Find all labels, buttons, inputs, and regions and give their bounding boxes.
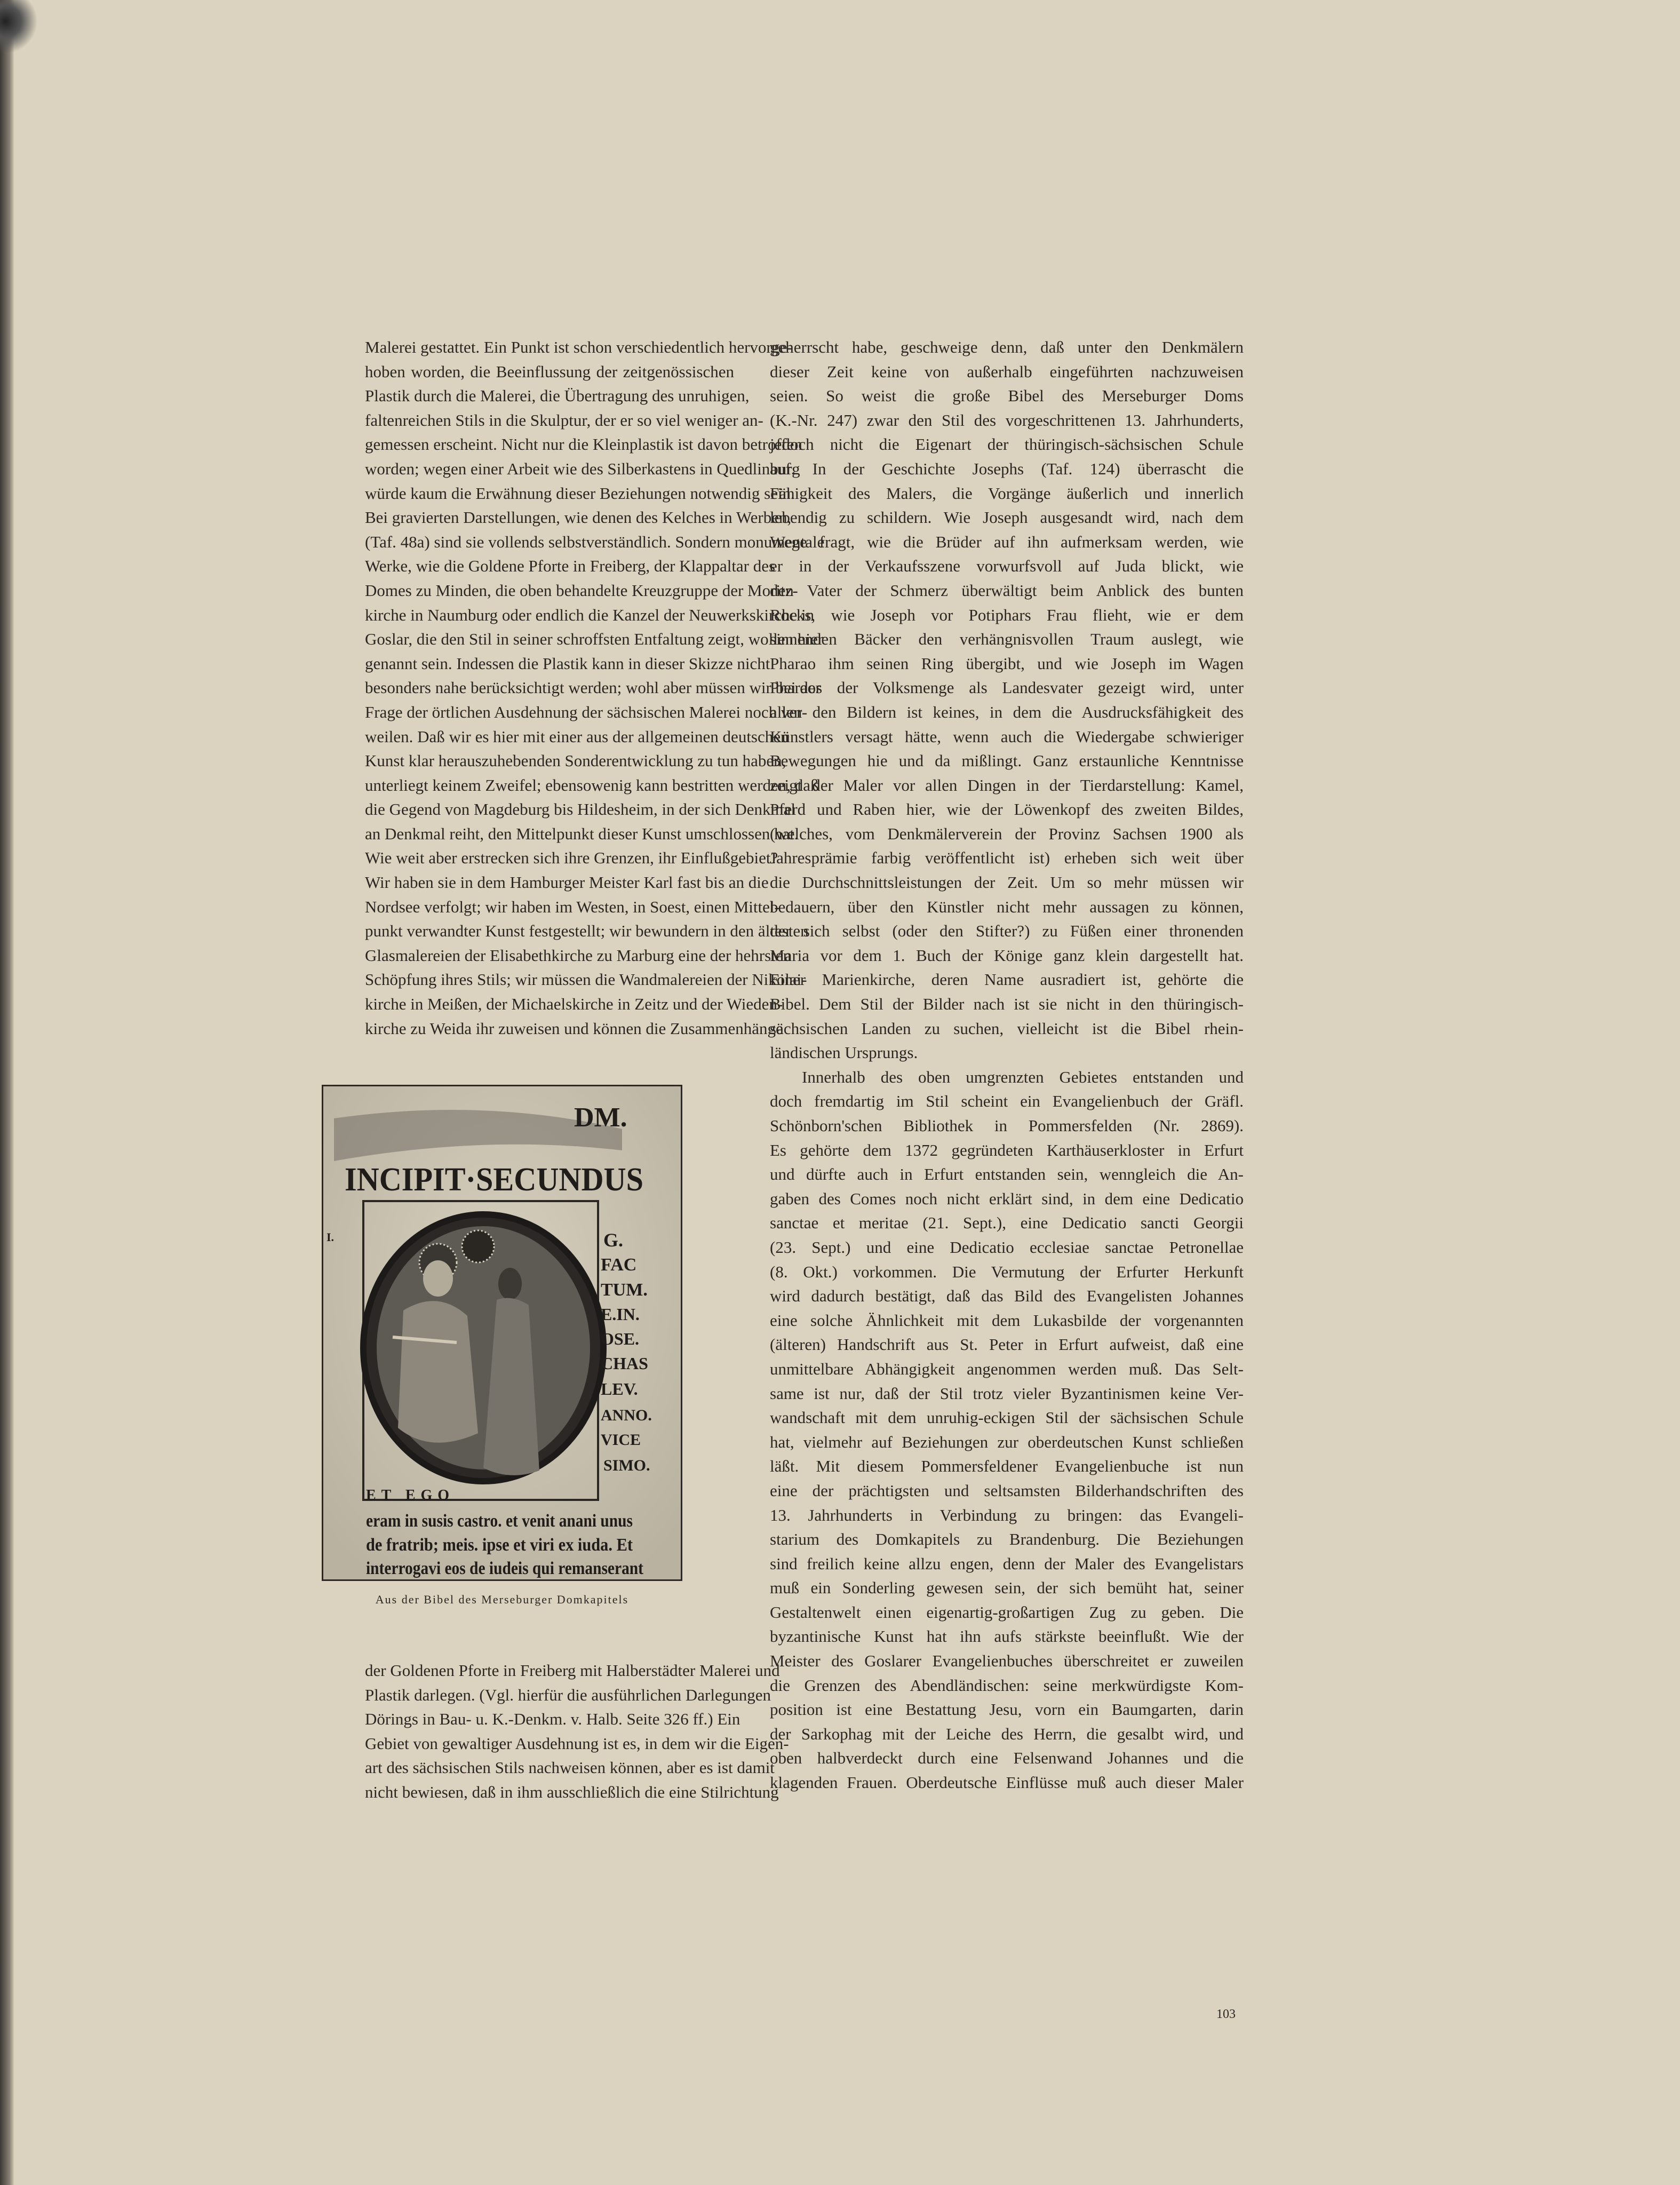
text-line: sind freilich keine allzu engen, denn der Maler des Evangelistars (770, 1554, 1244, 1573)
text-line: Bewegungen hie und da mißlingt. Ganz erstaunliche Kenntnisse (770, 751, 1244, 770)
text-line: weilen. Daß wir es hier mit einer aus der allgemeinen deutschen (365, 727, 789, 746)
text-line: Werke, wie die Goldene Pforte in Freiberg, der Klappaltar des (365, 557, 776, 576)
text-line: zeigt der Maler vor allen Dingen in der Tierdarstellung: Kamel, (770, 775, 1244, 794)
text-line: faltenreichen Stils in die Skulptur, der er so viel weniger an- (365, 410, 763, 430)
binding-corner (0, 0, 37, 80)
right-column-text (770, 335, 1244, 1795)
text-line: Bibel. Dem Stil der Bilder nach ist sie nicht in den thüringisch- (770, 995, 1244, 1014)
text-line: Gestaltenwelt einen eigenartig-großartigen Zug zu geben. Die (770, 1602, 1244, 1622)
svg-text:ANNO.: ANNO. (601, 1407, 652, 1424)
text-line: geherrscht habe, geschweige denn, daß unter den Denkmälern (770, 338, 1244, 356)
text-line: Kunst klar herauszuhebenden Sonderentwicklung zu tun haben, (365, 751, 786, 770)
left-column-top-text (365, 335, 825, 1040)
text-line: worden; wegen einer Arbeit wie des Silberkastens in Quedlinburg (365, 459, 800, 478)
svg-text:eram in susis castro. et venit: eram in susis castro. et venit anani unus (366, 1511, 633, 1531)
text-line: Pharao ihm seinen Ring übergibt, und wie Joseph im Wagen (770, 654, 1244, 673)
text-line: würde kaum die Erwähnung dieser Beziehungen notwendig sein. (365, 483, 795, 503)
text-line: doch fremdartig im Stil scheint ein Evangelienbuch der Gräfl. (770, 1092, 1244, 1111)
text-line: Goslar, die den Stil in seiner schroffsten Entfaltung zeigt, wollen hier (365, 630, 824, 649)
text-line: (K.-Nr. 247) zwar den Stil des vorgeschrittenen 13. Jahrhunderts, (770, 410, 1244, 430)
text-line: Einer Marienkirche, deren Name ausradiert ist, gehörte die (770, 970, 1244, 989)
text-line: Frage der örtlichen Ausdehnung der sächsischen Malerei noch ver- (365, 702, 808, 721)
text-line: Pharaos der Volksmenge als Landesvater gezeigt wird, unter (770, 678, 1244, 697)
left-column-bottom-text (365, 1658, 789, 1805)
figure-caption: Aus der Bibel des Merseburger Domkapitels (375, 1593, 629, 1606)
text-line: position ist eine Bestattung Jesu, vorn ein Baumgarten, darin (770, 1700, 1244, 1719)
text-line: sinnenden Bäcker den verhängnisvollen Traum auslegt, wie (770, 630, 1244, 649)
text-line: (älteren) Handschrift aus St. Peter in Erfurt aufweist, daß eine (770, 1335, 1244, 1354)
text-line: die Durchschnittsleistungen der Zeit. Um so mehr müssen wir (770, 873, 1244, 892)
text-line: Schönborn'schen Bibliothek in Pommersfelden (Nr. 2869). (770, 1116, 1244, 1135)
text-line: der Goldenen Pforte in Freiberg mit Halberstädter Malerei und (365, 1661, 780, 1680)
svg-text:TUM.: TUM. (601, 1280, 648, 1300)
text-line: Schöpfung ihres Stils; wir müssen die Wandmalereien der Nikolai- (365, 970, 807, 989)
text-line: unterliegt keinem Zweifel; ebensowenig kann bestritten werden, daß (365, 775, 819, 794)
text-line: wandschaft mit dem unruhig-eckigen Stil der sächsischen Schule (770, 1408, 1244, 1427)
manuscript-illustration (322, 1085, 682, 1581)
text-line: dieser Zeit keine von außerhalb eingeführten nachzuweisen (770, 362, 1244, 381)
text-line: Rocks, wie Joseph vor Potiphars Frau flieht, wie er dem (770, 605, 1244, 624)
text-line: Maria vor dem 1. Buch der Könige ganz klein dargestellt hat. (770, 945, 1244, 965)
svg-text:FAC: FAC (601, 1255, 637, 1275)
text-line: Wir haben sie in dem Hamburger Meister Karl fast bis an die (365, 873, 769, 892)
text-line: (8. Okt.) vorkommen. Die Vermutung der Erfurter Herkunft (770, 1262, 1244, 1281)
text-line: auf. In der Geschichte Josephs (Taf. 124) überrascht die (770, 459, 1244, 478)
text-line: kirche in Meißen, der Michaelskirche in Zeitz und der Wieden- (365, 995, 783, 1014)
text-line: wird dadurch bestätigt, daß das Bild des Evangelisten Johannes (770, 1286, 1244, 1306)
svg-text:OSE.: OSE. (601, 1329, 640, 1348)
text-line: Gebiet von gewaltiger Ausdehnung ist es, in dem wir die Eigen- (365, 1734, 789, 1753)
text-line: Es gehörte dem 1372 gegründeten Karthäuserkloster in Erfurt (770, 1140, 1244, 1159)
text-line: Plastik darlegen. (Vgl. hierfür die ausführlichen Darlegungen (365, 1685, 771, 1704)
text-line: an Denkmal reiht, den Mittelpunkt dieser Kunst umschlossen hat. (365, 824, 799, 843)
text-line: Malerei gestattet. Ein Punkt ist schon verschiedentlich hervorge- (365, 338, 793, 356)
text-line: jedoch nicht die Eigenart der thüringisch-sächsischen Schule (770, 435, 1244, 454)
text-line: muß ein Sonderling gewesen sein, der sich bemüht hat, seiner (770, 1578, 1244, 1598)
svg-text:LEV.: LEV. (601, 1379, 638, 1399)
svg-text:CHAS: CHAS (601, 1354, 648, 1373)
text-line: sächsischen Landen zu suchen, vielleicht ist die Bibel rhein- (770, 1019, 1244, 1038)
text-line: und dürfte auch in Erfurt entstanden sein, wenngleich die An- (770, 1165, 1244, 1184)
book-spine-shadow (0, 0, 14, 2185)
text-line: kirche zu Weida ihr zuweisen und können die Zusammenhänge (365, 1019, 783, 1038)
manuscript-heading-top: DM. (574, 1102, 627, 1133)
page-number: 103 (1216, 2007, 1236, 2021)
text-line: bedauern, über den Künstler nicht mehr aussagen zu können, (770, 897, 1244, 916)
text-line: läßt. Mit diesem Pommersfeldener Evangelienbuche ist nun (770, 1457, 1244, 1476)
text-line: der Sarkophag mit der Leiche des Herrn, die gesalbt wird, und (770, 1724, 1244, 1743)
text-line: die Gegend von Magdeburg bis Hildesheim, in der sich Denkmal (365, 800, 795, 819)
text-line: same ist nur, daß der Stil trotz vieler Byzantinismen keine Ver- (770, 1384, 1244, 1403)
text-line: hoben worden, die Beeinflussung der zeitgenössischen (365, 362, 734, 381)
text-line: starium des Domkapitels zu Brandenburg. Die Beziehungen (770, 1530, 1244, 1549)
svg-text:SIMO.: SIMO. (603, 1457, 650, 1474)
text-line: Künstlers versagt hätte, wenn auch die Wiedergabe schwieriger (770, 727, 1244, 746)
text-line: Wie weit aber erstrecken sich ihre Grenzen, ihr Einflußgebiet? (365, 848, 778, 868)
text-line: (welches, vom Denkmälerverein der Provinz Sachsen 1900 als (770, 824, 1244, 843)
text-line: Jahresprämie farbig veröffentlicht ist) erheben sich weit über (770, 848, 1244, 868)
text-line: hat, vielmehr auf Beziehungen zur oberdeutschen Kunst schließen (770, 1432, 1244, 1451)
text-line: sanctae et meritae (21. Sept.), eine Dedicatio sancti Georgii (770, 1213, 1244, 1233)
text-line: Bei gravierten Darstellungen, wie denen des Kelches in Werben, (365, 508, 792, 527)
text-line: Pferd und Raben hier, wie der Löwenkopf des zweiten Bildes, (770, 800, 1244, 819)
text-line: (Taf. 48a) sind sie vollends selbstverständlich. Sondern monumentale (365, 532, 825, 551)
svg-text:ET EGO: ET EGO (366, 1487, 455, 1504)
text-line: eine solche Ähnlichkeit mit dem Lukasbilde der vorgenannten (770, 1310, 1244, 1330)
text-line: ländischen Ursprungs. (770, 1043, 918, 1062)
text-line: (23. Sept.) und eine Dedicatio ecclesiae sanctae Petronellae (770, 1237, 1244, 1257)
text-line: eine der prächtigsten und seltsamsten Bilderhandschriften des (770, 1481, 1244, 1500)
text-line: der sich selbst (oder den Stifter?) zu Füßen einer thronenden (770, 921, 1244, 941)
manuscript-margin-numeral: I. (327, 1230, 335, 1244)
text-line: Fähigkeit des Malers, die Vorgänge äußerlich und innerlich (770, 483, 1244, 503)
svg-text:G.: G. (603, 1229, 624, 1251)
text-line: Dörings in Bau- u. K.-Denkm. v. Halb. Seite 326 ff.) Ein (365, 1710, 741, 1729)
manuscript-heading: INCIPIT·SECUNDUS (345, 1162, 643, 1198)
text-line: allen den Bildern ist keines, in dem die Ausdrucksfähigkeit des (770, 702, 1244, 721)
text-line: gemessen erscheint. Nicht nur die Kleinplastik ist davon betroffen (365, 435, 802, 454)
text-line: oben halbverdeckt durch eine Felsenwand Johannes und die (770, 1749, 1244, 1768)
text-line: gaben des Comes noch nicht erklärt sind, in dem eine Dedicatio (770, 1189, 1244, 1208)
svg-text:VICE: VICE (601, 1431, 641, 1449)
text-line: den Vater der Schmerz überwältigt beim Anblick des bunten (770, 581, 1244, 600)
text-line: unmittelbare Abhängigkeit angenommen werden muß. Das Selt- (770, 1359, 1244, 1378)
text-line: kirche in Naumburg oder endlich die Kanzel der Neuwerkskirche in (365, 605, 815, 624)
text-line: die Grenzen des Abendländischen: seine merkwürdigste Kom- (770, 1675, 1244, 1695)
text-line: Glasmalereien der Elisabethkirche zu Marburg eine der hehrsten (365, 945, 792, 965)
text-line: Nordsee verfolgt; wir haben im Westen, in Soest, einen Mittel- (365, 897, 780, 916)
text-line: Plastik durch die Malerei, die Übertragung des unruhigen, (365, 386, 750, 406)
text-line: 13. Jahrhunderts in Verbindung zu bringen: das Evangeli- (770, 1505, 1244, 1524)
text-line: byzantinische Kunst hat ihn aufs stärkste beeinflußt. Wie der (770, 1627, 1244, 1646)
text-line: Wege fragt, wie die Brüder auf ihn aufmerksam werden, wie (770, 532, 1244, 551)
text-line: er in der Verkaufsszene vorwurfsvoll auf Juda blickt, wie (770, 557, 1244, 576)
text-line: besonders nahe berücksichtigt werden; wohl aber müssen wir bei der (365, 678, 821, 697)
svg-text:de fratrib; meis. ipse et viri: de fratrib; meis. ipse et viri ex iuda. Et (366, 1535, 633, 1555)
text-line: klagenden Frauen. Oberdeutsche Einflüsse muß auch dieser Maler (770, 1773, 1244, 1792)
text-line: art des sächsischen Stils nachweisen können, aber es ist damit (365, 1758, 775, 1777)
text-line: Meister des Goslarer Evangelienbuches überschreitet er zuweilen (770, 1651, 1244, 1671)
text-line: Domes zu Minden, die oben behandelte Kreuzgruppe der Moritz- (365, 581, 798, 600)
text-line: lebendig zu schildern. Wie Joseph ausgesandt wird, nach dem (770, 508, 1244, 527)
svg-text:interrogavi eos de iudeis qui: interrogavi eos de iudeis qui remanserant (366, 1559, 644, 1578)
text-line: seien. So weist die große Bibel des Merseburger Doms (770, 386, 1244, 406)
text-line: punkt verwandter Kunst festgestellt; wir bewundern in den ältesten (365, 921, 809, 941)
text-line: genannt sein. Indessen die Plastik kann in dieser Skizze nicht (365, 654, 770, 673)
text-line: nicht bewiesen, daß in ihm ausschließlich die eine Stilrichtung (365, 1782, 779, 1801)
svg-text:E.IN.: E.IN. (601, 1305, 640, 1324)
text-line: Innerhalb des oben umgrenzten Gebietes entstanden und (802, 1067, 1244, 1086)
